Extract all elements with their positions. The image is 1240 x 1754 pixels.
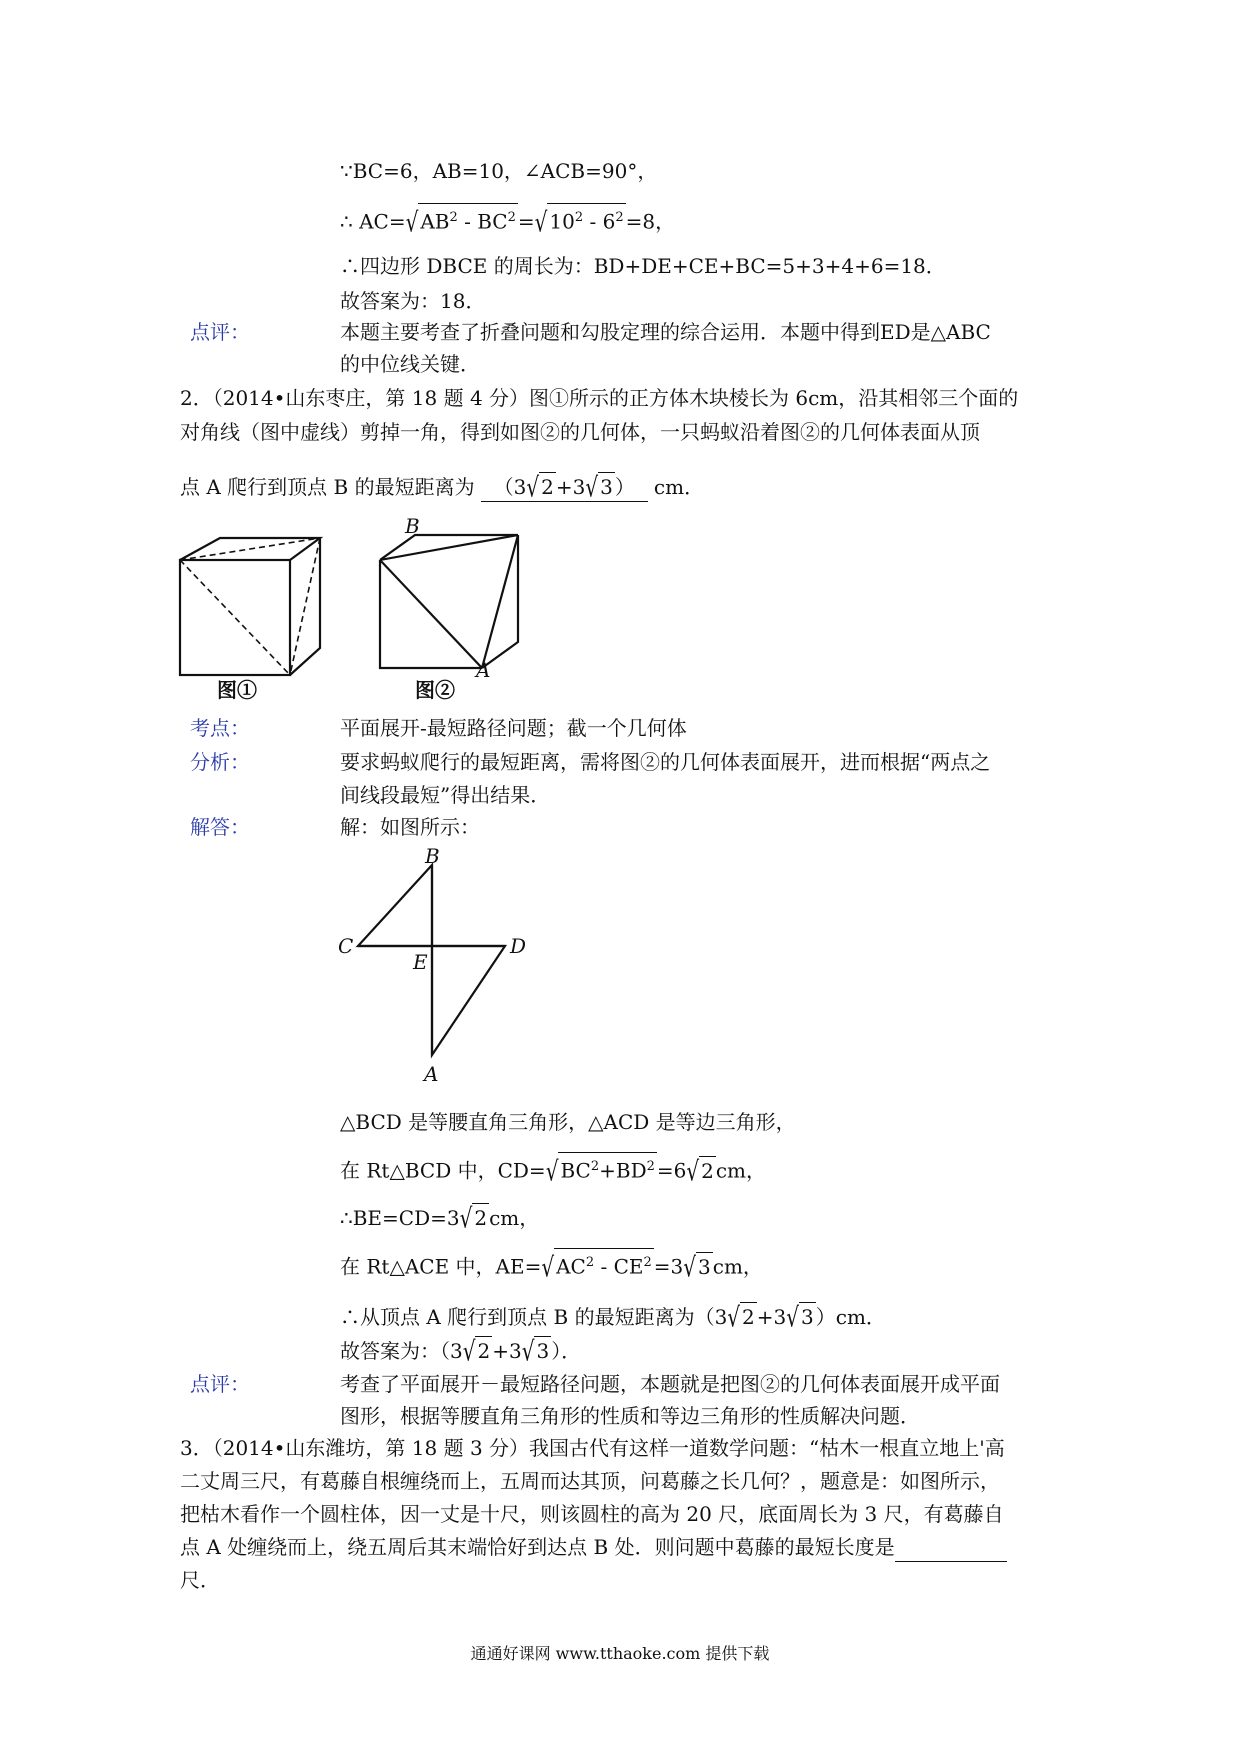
- question-2-line-1: 2．（2014•山东枣庄，第 18 题 4 分）图①所示的正方体木块棱长为 6cm，沿其相邻三个面的: [180, 386, 1019, 410]
- jieda-intro: 解：如图所示：: [340, 815, 480, 839]
- figure-1-caption: 图①: [217, 678, 257, 702]
- page-footer: 通通好课网 www.tthaoke.com 提供下载: [470, 1644, 770, 1663]
- figure-1-cube: [170, 530, 340, 700]
- review-text: 本题主要考查了折叠问题和勾股定理的综合运用．本题中得到ED是△ABC: [340, 320, 991, 344]
- ac-formula: ∴ AC=√ $AB^2 - BC^2$ =√ $10^2 - 6^2 =8$，: [340, 203, 675, 236]
- kaodian-label: 考点：: [190, 716, 250, 740]
- figure-2-cut-cube: [370, 510, 545, 690]
- net-label-d: D: [510, 934, 527, 958]
- review-label: 点评：: [190, 320, 250, 344]
- solution-step-3: ∴BE=CD=3√ 2 cm，: [340, 1201, 540, 1235]
- solution-step-1: △BCD 是等腰直角三角形，△ACD 是等边三角形，: [340, 1110, 796, 1134]
- given-line: ∵BC=6，AB=10，∠ACB=90°，: [340, 159, 658, 183]
- question-2-line-3: 点 A 爬行到顶点 B 的最短距离为 （3√ 2 +3√ 3 ） cm．: [180, 470, 705, 504]
- fenxi-label: 分析：: [190, 750, 250, 774]
- question-3-line-5: 尺．: [180, 1568, 220, 1592]
- review-2-text-1: 考查了平面展开－最短路径问题，本题就是把图②的几何体表面展开成平面: [340, 1372, 1000, 1396]
- question-3-line-1: 3．（2014•山东潍坊，第 18 题 3 分）我国古代有这样一道数学问题：“枯木一根直立地上'高: [180, 1436, 1005, 1460]
- fenxi-text-1: 要求蚂蚁爬行的最短距离，需将图②的几何体表面展开，进而根据“两点之: [340, 750, 991, 774]
- question-3-line-2: 二丈周三尺，有葛藤自根缠绕而上，五周而达其顶，问葛藤之长几何？，题意是：如图所示，: [180, 1469, 1000, 1493]
- answer-line: 故答案为：18．: [340, 289, 486, 313]
- answer-blank: （3√ 2 +3√ 3 ）: [481, 472, 648, 502]
- review-text-2: 的中位线关键．: [340, 352, 480, 376]
- figure-2-label-b: B: [405, 514, 420, 538]
- figure-2-caption: 图②: [415, 678, 455, 702]
- question-3-line-3: 把枯木看作一个圆柱体，因一丈是十尺，则该圆柱的高为 20 尺，底面周长为 3 尺，有葛藤自: [180, 1502, 1004, 1526]
- review-2-label: 点评：: [190, 1372, 250, 1396]
- net-label-a: A: [424, 1062, 439, 1086]
- net-diagram: [340, 850, 540, 1080]
- net-label-b: B: [425, 844, 440, 868]
- net-label-c: C: [338, 934, 354, 958]
- net-label-e: E: [413, 950, 428, 974]
- perimeter-line: ∴四边形 DBCE 的周长为：BD+DE+CE+BC=5+3+4+6=18．: [340, 254, 946, 278]
- question-2-line-2: 对角线（图中虚线）剪掉一角，得到如图②的几何体，一只蚂蚁沿着图②的几何体表面从顶: [180, 420, 980, 444]
- solution-step-2: 在 Rt△BCD 中，CD=√ $BC^2+BD^2 =6√$ 2 cm，: [340, 1152, 766, 1185]
- fenxi-text-2: 间线段最短”得出结果．: [340, 783, 551, 807]
- question-3-answer-blank: [895, 1533, 1007, 1562]
- jieda-label: 解答：: [190, 815, 250, 839]
- solution-step-5: ∴从顶点 A 爬行到顶点 B 的最短距离为（3√ 2 +3√ 3 ）cm．: [340, 1300, 886, 1334]
- solution-step-4: 在 Rt△ACE 中，AE=√ $AC^2 - CE^2 =3√$ 3 cm，: [340, 1248, 763, 1281]
- kaodian-text: 平面展开-最短路径问题；截一个几何体: [340, 716, 687, 740]
- solution-answer: 故答案为：（3√ 2 +3√ 3 ）．: [340, 1334, 582, 1368]
- question-3-line-4: 点 A 处缠绕而上，绕五周后其末端恰好到达点 B 处．则问题中葛藤的最短长度是: [180, 1533, 1007, 1562]
- review-2-text-2: 图形，根据等腰直角三角形的性质和等边三角形的性质解决问题．: [340, 1404, 920, 1428]
- figure-2-label-a: A: [476, 658, 491, 682]
